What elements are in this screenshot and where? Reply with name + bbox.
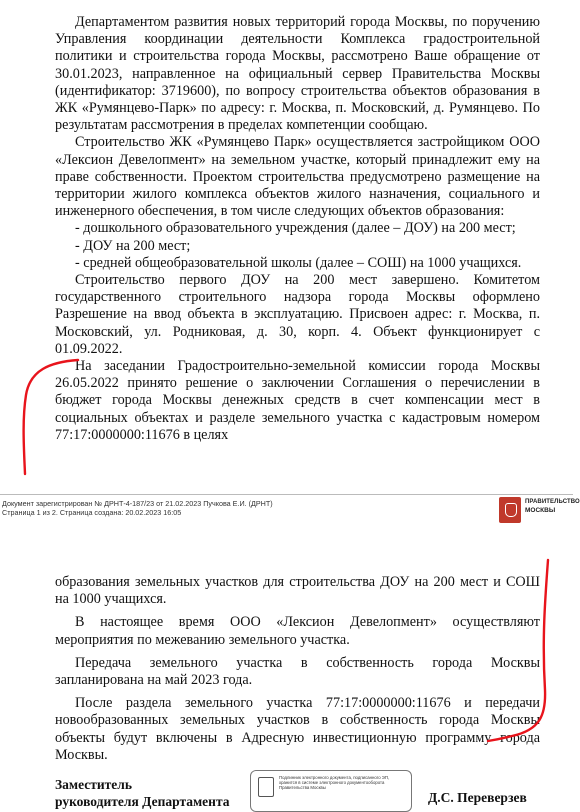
page2-body	[55, 574, 540, 764]
document-page-2	[0, 526, 573, 800]
e-signature-stamp	[250, 770, 412, 812]
signatory-title	[55, 776, 230, 810]
list-item: - ДОУ на 200 мест;	[75, 237, 191, 254]
paragraph: Передача земельного участка в собственность города Москвы запланирована на май 2023 года.	[55, 654, 540, 689]
signatory-title-line: Заместитель	[55, 777, 132, 792]
page-footer	[0, 494, 580, 527]
paragraph: На заседании Градостроительно-земельной комиссии города Москвы 26.05.2022 принято решение о заключении Соглашения о перечислении в бюджет города Москвы денежных средств в счет компенсации мест в социальных объектах и разделе земельного участка с кадастровым номером 77:17:0000000:11676 в целях	[55, 358, 540, 443]
paragraph: образования земельных участков для строительства ДОУ на 200 мест и СОШ на 1000 учащихся.	[55, 574, 540, 608]
gov-label: ПРАВИТЕЛЬСТВО	[525, 499, 580, 505]
list-item: - дошкольного образовательного учреждения (далее – ДОУ) на 200 мест;	[75, 220, 516, 237]
list-item: - средней общеобразовательной школы (далее – СОШ) на 1000 учащихся.	[75, 254, 522, 271]
signatory-title-line: руководителя Департамента	[55, 794, 230, 809]
signatory-name: Д.С. Переверзев	[428, 790, 527, 805]
registration-line: Документ зарегистрирован № ДРНТ-4-187/23 от 21.02.2023 Пучкова Е.И. (ДРНТ)	[2, 499, 273, 508]
paragraph: Строительство ЖК «Румянцево Парк» осуществляется застройщиком ООО «Лексион Девелопмент» на земельном участке, который принадлежит ему на праве собственности. Проектом строительства предусмотрено размещение на территории жилого комплекса объектов жилого назначения, социального и инженерного обеспечения, в том числе следующих объектов образования:	[55, 134, 540, 220]
stamp-text: Подлинник электронного документа, подписанного ЭП, хранится в системе электронного документооборота Правительства Москвы	[279, 775, 390, 790]
page-info-line: Страница 1 из 2. Страница создана: 20.02.2023 16:05	[2, 508, 182, 517]
paragraph: Строительство первого ДОУ на 200 мест завершено. Комитетом государственного строительного надзора города Москвы оформлено Разрешение на ввод объекта в эксплуатацию. Присвоен адрес: г. Москва, п. Московский, ул. Родниковая, д. 30, корп. 4. Объект функционирует с 01.09.2022.	[55, 272, 540, 357]
moscow-emblem-icon	[499, 497, 521, 523]
paragraph: После раздела земельного участка 77:17:0000000:11676 и передачи новообразованных земельных участков в собственность города Москвы объекты будут включены в Адресную инвестиционную программу города Москвы.	[55, 695, 540, 763]
paragraph: В настоящее время ООО «Лексион Девелопмент» осуществляют мероприятия по межеванию земельного участка.	[55, 614, 540, 648]
emblem-icon	[258, 777, 274, 797]
city-label: МОСКВЫ	[525, 507, 556, 514]
page1-body	[55, 14, 540, 444]
paragraph: Департаментом развития новых территорий города Москвы, по поручению Управления координации деятельности Комплекса градостроительной политики и строительства города Москвы, рассмотрено Ваше обращение от 30.01.2023, направленное на официальный сервер Правительства Москвы (идентификатор: 3719600), по вопросу строительства объектов образования в ЖК «Румянцево-Парк» по адресу: г. Москва, п. Московский, д. Румянцево. По результатам рассмотрения в пределах компетенции сообщаю.	[55, 14, 540, 134]
